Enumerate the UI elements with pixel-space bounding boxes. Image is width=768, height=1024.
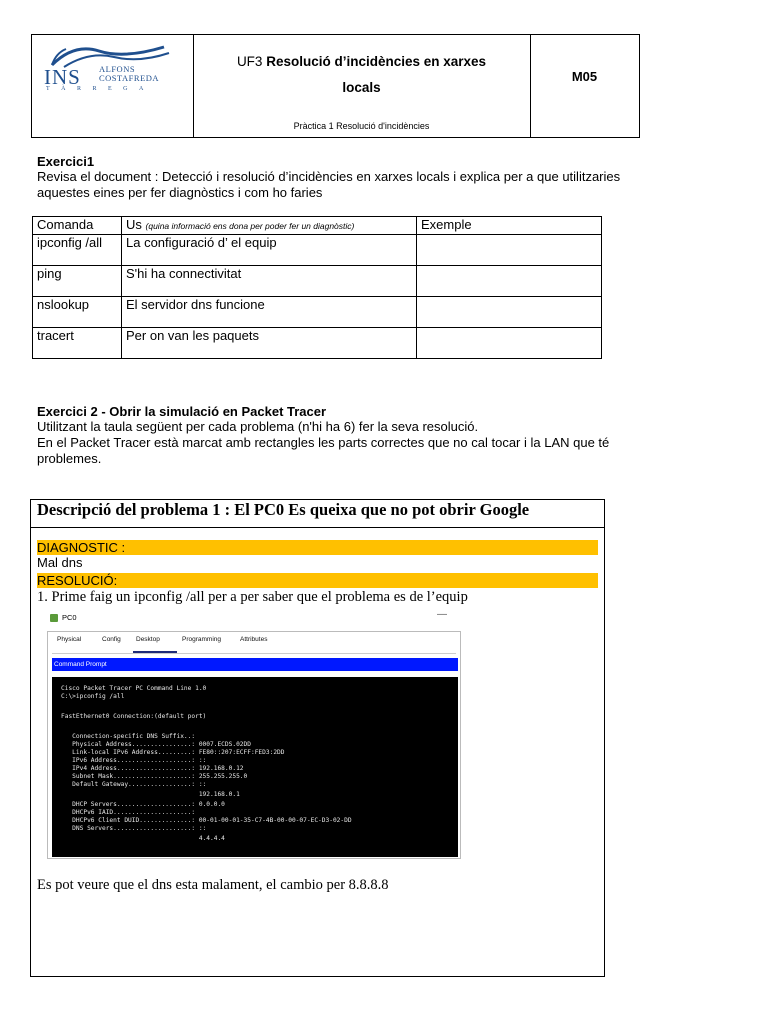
header-title-cell [193,35,531,137]
cell-example [417,266,602,297]
cell-command: tracert [33,328,122,359]
cell-use: La configuració d’ el equip [122,235,417,266]
exercise2-line3: problemes. [37,451,102,466]
title-main-line2: locals [342,80,381,95]
window-titlebar [45,611,463,629]
title-main: Resolució d’incidències en xarxes [266,54,487,69]
terminal-line: Default Gateway.................: :: [61,781,207,788]
exercise1-line2: aquestes eines per fer diagnòstics i com ho faries [37,185,323,200]
logo-costafreda: COSTAFREDA [99,73,160,83]
header-logo-cell [32,35,194,137]
problem1-title: Descripció del problema 1 : El PC0 Es queixa que no pot obrir Google [37,500,530,519]
header-command: Comanda [33,217,122,235]
resolution-label: RESOLUCIÓ: [37,573,598,588]
exercise1-heading: Exercici1 [37,154,95,169]
cell-command: nslookup [33,297,122,328]
resolution-step1: 1. Prime faig un ipconfig /all per a per saber que el problema es de l’equip [37,589,468,605]
diagnostic-text: Mal dns [37,555,83,570]
terminal-line: 4.4.4.4 [61,835,225,842]
terminal-line: Subnet Mask.....................: 255.255.255.0 [61,773,248,780]
pc-icon [50,614,58,622]
conclusion-text: Es pot veure que el dns esta malament, el cambio per 8.8.8.8 [37,877,389,893]
terminal-line: 192.168.0.1 [61,791,240,798]
cell-example [417,328,602,359]
terminal-line: Link-local IPv6 Address.........: FE80::207:ECFF:FED3:2DD [61,749,285,756]
exercise2-line2: En el Packet Tracer està marcat amb rectangles les parts correctes que no cal tocar i la LAN que té [37,435,610,450]
cell-use: Per on van les paquets [122,328,417,359]
commands-table [32,216,602,359]
cell-example [417,235,602,266]
terminal-line: DHCPv6 IAID.....................: [61,809,196,816]
logo-tarrega: TÀRREGA [46,86,155,92]
cell-command: ipconfig /all [33,235,122,266]
tab-divider [52,653,456,654]
tab-selected-indicator [133,651,177,653]
packet-tracer-screenshot [45,611,463,859]
terminal-line: Connection-specific DNS Suffix..: [61,733,196,740]
logo-alfons: ALFONS [99,64,136,74]
terminal-line: IPv6 Address....................: :: [61,757,207,764]
header-use-label: Us [126,217,142,232]
terminal-line: DHCPv6 Client DUID..............: 00-01-00-01-35-C7-4B-00-00-07-EC-D3-02-DD [61,817,352,824]
terminal-line: FastEthernet0 Connection:(default port) [61,713,207,720]
tab-config: Config [102,636,121,643]
cell-use: El servidor dns funcione [122,297,417,328]
tab-physical: Physical [57,636,82,643]
window-title: PC0 [62,613,77,622]
document-header [31,34,640,138]
table-row [33,297,602,328]
tab-desktop: Desktop [136,636,160,643]
terminal-line: IPv4 Address....................: 192.168.0.12 [61,765,244,772]
exercise1-line1: Revisa el document : Detecció i resolució d’incidències en xarxes locals i explica per a que utilitzaries [37,169,621,184]
terminal [52,677,458,857]
terminal-line: DNS Servers.....................: :: [61,825,207,832]
header-use [122,217,417,235]
document-title [193,49,530,101]
cell-command: ping [33,266,122,297]
divider [31,527,604,528]
table-row [33,328,602,359]
table-header-row [33,217,602,235]
pc-window [47,631,461,859]
diagnostic-label: DIAGNOSTIC : [37,540,598,555]
header-module-cell [530,35,639,137]
logo-ins: INS [44,65,81,89]
header-example: Exemple [417,217,602,235]
module-code: M05 [571,69,598,84]
document-subtitle: Pràctica 1 Resolució d'incidències [293,121,430,131]
terminal-line: Physical Address................: 0007.ECDS.02DD [61,741,251,748]
tab-programming: Programming [182,636,222,643]
minimize-icon: — [437,609,447,620]
terminal-line: DHCP Servers....................: 0.0.0.0 [61,801,225,808]
exercise2-heading: Exercici 2 - Obrir la simulació en Packet Tracer [37,404,327,419]
table-row [33,235,602,266]
title-prefix: UF3 [236,54,263,69]
problem1-box [30,499,605,977]
exercise2-line1: Utilitzant la taula següent per cada problema (n'hi ha 6) fer la seva resolució. [37,419,479,434]
cell-example [417,297,602,328]
terminal-line: Cisco Packet Tracer PC Command Line 1.0 [61,685,207,692]
command-prompt-header: Command Prompt [52,658,458,671]
cell-use: S'hi ha connectivitat [122,266,417,297]
school-logo [44,41,184,103]
terminal-line: C:\>ipconfig /all [61,693,125,700]
tab-attributes: Attributes [240,636,268,643]
header-use-note: (quina informació ens dona per poder fer un diagnòstic) [145,221,355,231]
table-row [33,266,602,297]
